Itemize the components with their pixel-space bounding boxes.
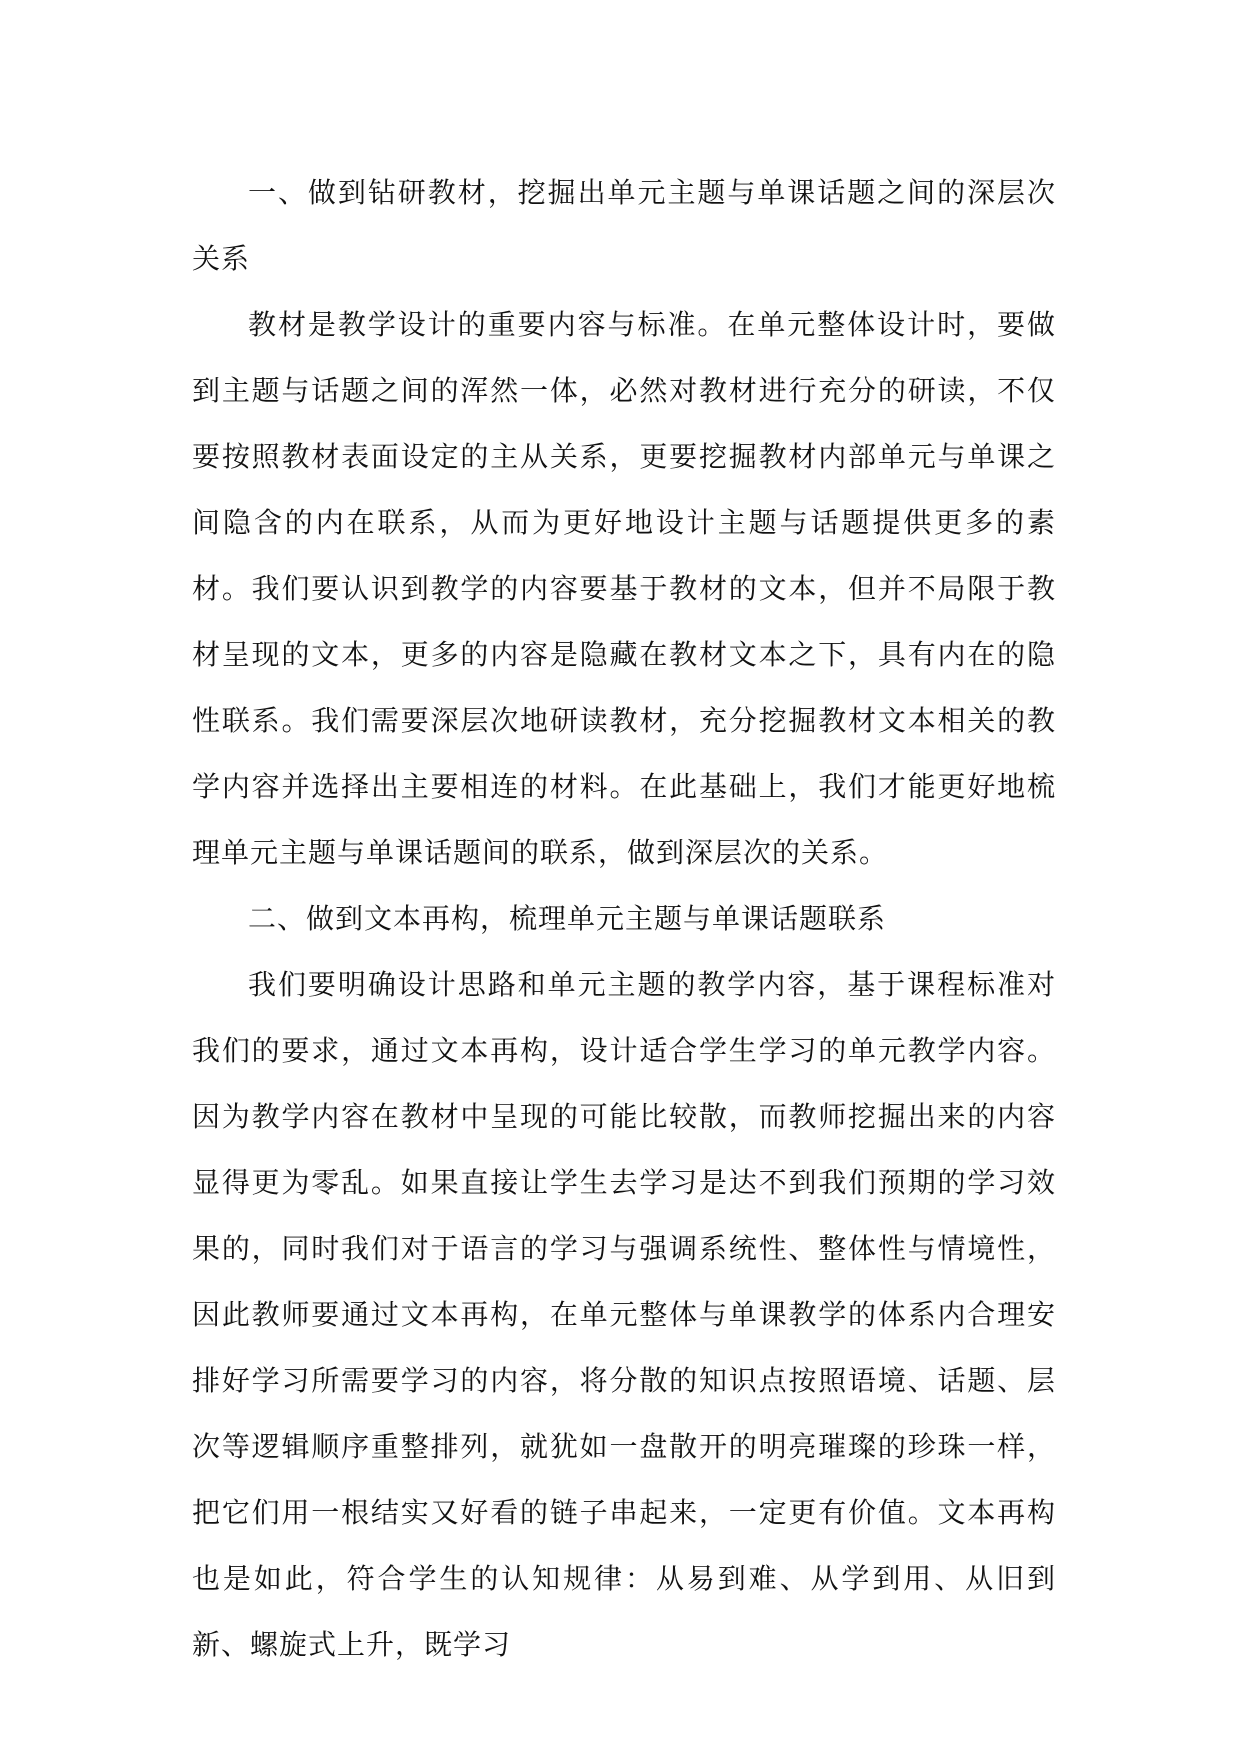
body-paragraph-2: 我们要明确设计思路和单元主题的教学内容，基于课程标准对我们的要求，通过文本再构，设计适合学生学习的单元教学内容。因为教学内容在教材中呈现的可能比较散，而教师挖掘出来的内容显得更为零乱。如果直接让学生去学习是达不到我们预期的学习效果的，同时我们对于语言的学习与强调系统性、整体性与情境性，因此教师要通过文本再构，在单元整体与单课教学的体系内合理安排好学习所需要学习的内容，将分散的知识点按照语境、话题、层次等逻辑顺序重整排列，就犹如一盘散开的明亮璀璨的珍珠一样，把它们用一根结实又好看的链子串起来，一定更有价值。文本再构也是如此，符合学生的认知规律：从易到难、从学到用、从旧到新、螺旋式上升，既学习 (192, 968, 1056, 1661)
body-paragraph-1: 教材是教学设计的重要内容与标准。在单元整体设计时，要做到主题与话题之间的浑然一体，必然对教材进行充分的研读，不仅要按照教材表面设定的主从关系，更要挖掘教材内部单元与单课之间隐含的内在联系，从而为更好地设计主题与话题提供更多的素材。我们要认识到教学的内容要基于教材的文本，但并不局限于教材呈现的文本，更多的内容是隐藏在教材文本之下，具有内在的隐性联系。我们需要深层次地研读教材，充分挖掘教材文本相关的教学内容并选择出主要相连的材料。在此基础上，我们才能更好地梳理单元主题与单课话题间的联系，做到深层次的关系。 (192, 308, 1056, 869)
section-heading-2: 二、做到文本再构，梳理单元主题与单课话题联系 (248, 902, 887, 935)
document-page (192, 160, 1056, 1678)
section-heading-1: 一、做到钻研教材，挖掘出单元主题与单课话题之间的深层次关系 (192, 176, 1056, 275)
